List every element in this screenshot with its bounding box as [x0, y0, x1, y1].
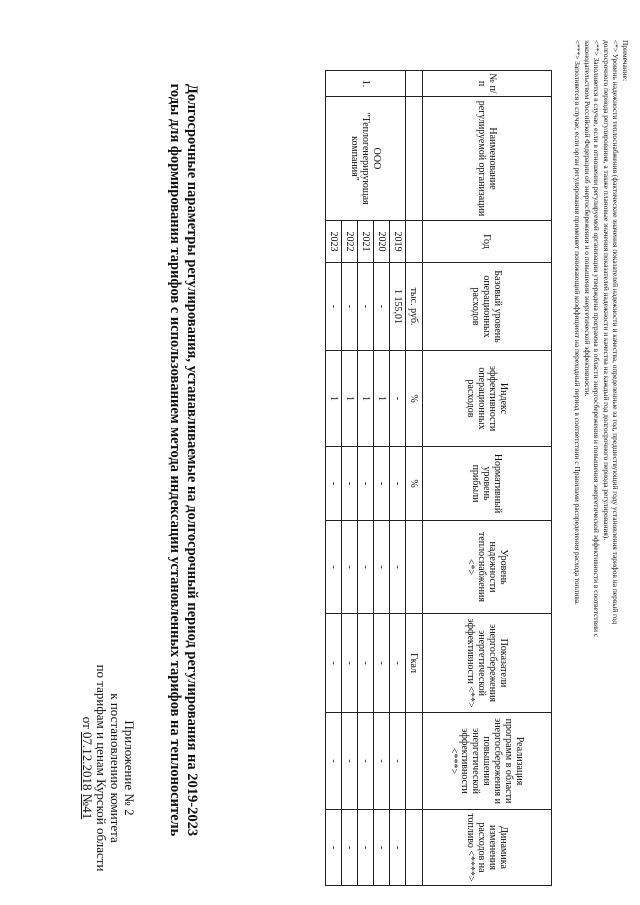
cell-year: 2020 — [374, 221, 390, 263]
cell-reliability: - — [326, 521, 342, 614]
col-header-program: Реализация программ в области энергосбережения и повышения энергетической эффективности <***> — [423, 713, 552, 810]
col-header-profit: Нормативный уровень прибыли — [423, 447, 552, 521]
cell-energy: - — [342, 614, 358, 713]
cell-energy: - — [358, 614, 374, 713]
footnote-1a: <*> Уровень надежности теплоснабжения (фактические значения показателей надежности и качества, определенные за год, предшествующий году установления тарифов на первый год — [611, 40, 621, 625]
cell-energy: - — [326, 614, 342, 713]
cell-fuel: - — [342, 810, 358, 886]
units-profit: % — [406, 447, 423, 521]
table-header-row — [423, 71, 552, 886]
units-cell-empty — [406, 521, 423, 614]
document-title — [166, 40, 200, 880]
footnote-3: <***> Заполняется в случае, если орган регулирования применяет понижающий коэффициент на переходный период в соответствии с Правилами распределения расхода топлива. — [573, 40, 583, 605]
cell-reliability: - — [390, 521, 406, 614]
appendix-date: 07.12.2018 — [80, 732, 95, 791]
cell-reliability: - — [342, 521, 358, 614]
col-header-year: Год — [423, 221, 552, 263]
cell-base: - — [326, 263, 342, 351]
units-cell-empty — [406, 713, 423, 810]
units-base: тыс. руб. — [406, 263, 423, 351]
title-line-1: Долгосрочные параметры регулирования, устанавливаемые на долгосрочный период регулирования на 2019-2023 — [184, 83, 200, 837]
cell-base: - — [374, 263, 390, 351]
title-line-2: годы для формирования тарифов с использованием метода индексации установленных тарифов на теплоноситель — [167, 83, 183, 837]
cell-program: - — [358, 713, 374, 810]
cell-index: 1 — [358, 351, 374, 447]
units-cell-empty — [406, 97, 423, 221]
cell-index: - — [390, 351, 406, 447]
cell-fuel: - — [390, 810, 406, 886]
parameters-table — [325, 70, 552, 886]
cell-energy: - — [374, 614, 390, 713]
cell-year: 2019 — [390, 221, 406, 263]
cell-program: - — [374, 713, 390, 810]
cell-profit: - — [374, 447, 390, 521]
table-units-row — [406, 71, 423, 886]
cell-energy: - — [390, 614, 406, 713]
cell-base: - — [358, 263, 374, 351]
cell-fuel: - — [358, 810, 374, 886]
units-energy: Гкал — [406, 614, 423, 713]
footnote-2a: <**> Заполняется в случае, если в отношении регулируемой организации утверждена программа в области энергосбережения и повышения энергетической эффективности в соответствии с — [592, 40, 602, 638]
cell-index: 1 — [342, 351, 358, 447]
cell-reliability: - — [358, 521, 374, 614]
col-header-fuel: Динамика изменения расходов на топливо <****> — [423, 810, 552, 886]
col-header-index: Индекс эффективности операционных расходов — [423, 351, 552, 447]
row-number: 1. — [326, 71, 406, 97]
appendix-line-3: по тарифам и ценам Курской области — [94, 664, 109, 872]
units-index: % — [406, 351, 423, 447]
cell-base: 1 155,01 — [390, 263, 406, 351]
appendix-header — [80, 648, 136, 888]
cell-base: - — [342, 263, 358, 351]
cell-index: 1 — [326, 351, 342, 447]
cell-year: 2021 — [358, 221, 374, 263]
col-header-energy: Показатели энергосбережения энергетической эффективности <**> — [423, 614, 552, 713]
org-name-line-2: "Теплогенерирующая — [360, 112, 371, 205]
cell-program: - — [390, 713, 406, 810]
units-cell-empty — [406, 221, 423, 263]
cell-program: - — [342, 713, 358, 810]
cell-year: 2023 — [326, 221, 342, 263]
cell-fuel: - — [374, 810, 390, 886]
cell-profit: - — [342, 447, 358, 521]
appendix-line-2: к постановлению комитета — [108, 693, 123, 843]
cell-year: 2022 — [342, 221, 358, 263]
units-cell-empty — [406, 71, 423, 97]
appendix-number: №41 — [80, 793, 95, 820]
cell-fuel: - — [326, 810, 342, 886]
col-header-base: Базовый уровень операционных расходов — [423, 263, 552, 351]
cell-index: 1 — [374, 351, 390, 447]
col-header-org: Наименование регулируемой организации — [423, 97, 552, 221]
cell-profit: - — [326, 447, 342, 521]
cell-reliability: - — [374, 521, 390, 614]
footnote-1b: долгосрочного периода регулирования, а также плановые значения показателей надежности и качества на каждый год долгосрочного периода регулирования). — [602, 40, 611, 541]
organization-name — [326, 97, 406, 221]
units-cell-empty — [406, 810, 423, 886]
cell-profit: - — [358, 447, 374, 521]
col-header-reliability: Уровень надежности теплоснабжения <*> — [423, 521, 552, 614]
cell-program: - — [326, 713, 342, 810]
col-header-num: № п/п — [423, 71, 552, 97]
appendix-line-4 — [80, 648, 94, 888]
table-row — [390, 71, 406, 886]
org-name-line-3: компания" — [349, 136, 360, 181]
org-name-line-1: ООО — [371, 147, 382, 170]
cell-profit: - — [390, 447, 406, 521]
footnote-2b: законодательством Российской Федерации об энергосбережении и о повышении энергетической эффективности. — [583, 40, 592, 397]
appendix-title: Приложение № 2 — [122, 720, 137, 816]
appendix-from: от — [80, 716, 95, 729]
notes-heading: Примечание: — [621, 40, 630, 82]
footnotes — [573, 40, 630, 885]
